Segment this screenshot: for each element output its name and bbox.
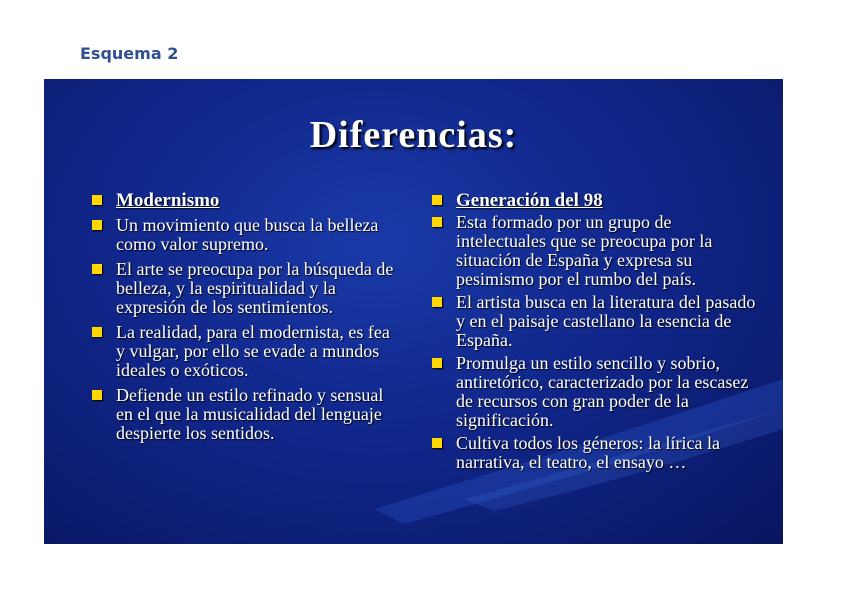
bullet-icon xyxy=(432,217,442,227)
bullet-icon xyxy=(92,327,102,337)
list-item xyxy=(88,216,400,254)
slide xyxy=(44,79,783,544)
modernismo-column xyxy=(88,191,400,449)
list-item xyxy=(428,434,758,472)
list-item xyxy=(88,386,400,443)
bullet-icon xyxy=(92,220,102,230)
page-heading: Esquema 2 xyxy=(80,44,179,63)
list-item-text: Defiende un estilo refinado y sensual en el que la musicalidad del lenguaje despierte los sentidos. xyxy=(116,385,384,443)
list-item-text: El arte se preocupa por la búsqueda de belleza, y la espiritualidad y la expresión de los sentimientos. xyxy=(116,259,394,317)
column-heading: Modernismo xyxy=(116,190,220,211)
list-item-text: Esta formado por un grupo de intelectuales que se preocupa por la situación de España y expresa su pesimismo por el rumbo del país. xyxy=(456,212,713,289)
bullet-icon xyxy=(92,264,102,274)
list-item-text: Un movimiento que busca la belleza como valor supremo. xyxy=(116,215,379,254)
bullet-icon xyxy=(92,390,102,400)
bullet-icon xyxy=(92,195,102,205)
list-item xyxy=(428,191,758,210)
list-item-text: Cultiva todos los géneros: la lírica la narrativa, el teatro, el ensayo … xyxy=(456,433,720,472)
list-item xyxy=(88,260,400,317)
list-item xyxy=(88,191,400,210)
column-heading: Generación del 98 xyxy=(456,190,603,211)
list-item-text: La realidad, para el modernista, es fea y vulgar, por ello se evade a mundos ideales o exóticos. xyxy=(116,322,390,380)
list-item xyxy=(428,213,758,289)
list-item-text: Promulga un estilo sencillo y sobrio, antiretórico, caracterizado por la escasez de recursos con gran poder de la significación. xyxy=(456,353,749,430)
list-item xyxy=(428,293,758,350)
generacion-98-column xyxy=(428,191,758,476)
bullet-icon xyxy=(432,195,442,205)
list-item xyxy=(88,323,400,380)
bullet-icon xyxy=(432,358,442,368)
list-item xyxy=(428,354,758,430)
bullet-icon xyxy=(432,297,442,307)
bullet-icon xyxy=(432,438,442,448)
slide-title: Diferencias: xyxy=(309,114,518,156)
list-item-text: El artista busca en la literatura del pasado y en el paisaje castellano la esencia de España. xyxy=(456,292,756,350)
